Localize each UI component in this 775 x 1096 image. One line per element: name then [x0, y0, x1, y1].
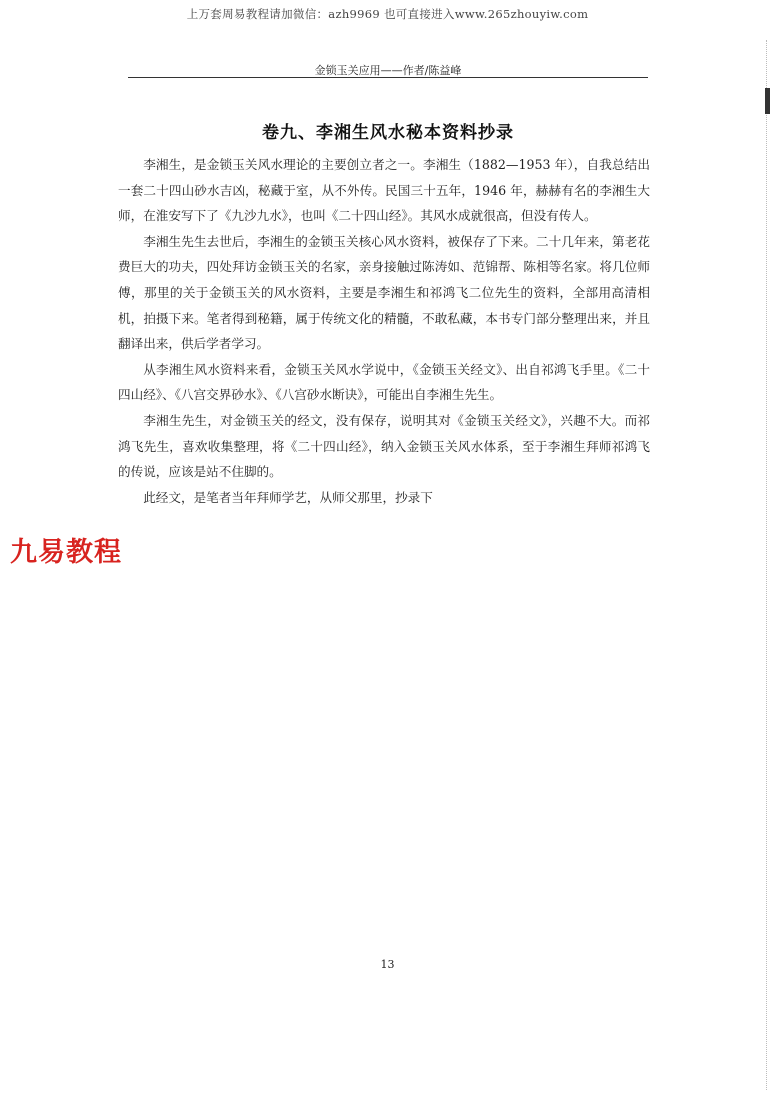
chapter-title: 卷九、李湘生风水秘本资料抄录 — [262, 123, 514, 143]
body-text — [118, 152, 650, 510]
paragraph-5: 此经文，是笔者当年拜师学艺，从师父那里，抄录下 — [143, 489, 433, 505]
top-watermark-text: 上万套周易教程请加微信：azh9969 也可直接进入www.265zhouyiw.com — [186, 7, 589, 21]
page-number: 13 — [380, 958, 395, 971]
header-rule — [128, 77, 648, 78]
running-header: 金锁玉关应用——作者/陈益峰 — [314, 64, 462, 77]
scan-edge-mark — [765, 88, 770, 114]
paragraph-1: 李湘生，是金锁玉关风水理论的主要创立者之一。李湘生（1882—1953 年），自我总结出一套二十四山砂水吉凶，秘藏于室，从不外传。民国三十五年，1946 年，赫赫有名的李湘生大师，在淮安写下了《九沙九水》，也叫《二十四山经》。其风水成就很高，但没有传人。 — [118, 157, 650, 224]
red-stamp-watermark: 九易教程 — [8, 530, 124, 569]
paragraph-4: 李湘生先生，对金锁玉关的经文，没有保存，说明其对《金锁玉关经文》，兴趣不大。而祁鸿飞先生，喜欢收集整理，将《二十四山经》，纳入金锁玉关风水体系，至于李湘生拜师祁鸿飞的传说，应该是站不住脚的。 — [118, 412, 650, 480]
scan-edge-border — [766, 40, 773, 1090]
paragraph-3: 从李湘生风水资料来看，金锁玉关风水学说中，《金锁玉关经文》、出自祁鸿飞手里。《二十四山经》、《八宫交界砂水》、《八宫砂水断诀》，可能出自李湘生先生。 — [118, 361, 650, 403]
paragraph-2: 李湘生先生去世后，李湘生的金锁玉关核心风水资料，被保存了下来。二十几年来，第老花费巨大的功夫，四处拜访金锁玉关的名家，亲身接触过陈涛如、范锦帮、陈相等名家。将几位师傅，那里的关于金锁玉关的风水资料，主要是李湘生和祁鸿飞二位先生的资料，全部用高清相机，拍摄下来。笔者得到秘籍，属于传统文化的精髓，不敢私藏，本书专门部分整理出来，并且翻译出来，供后学者学习。 — [118, 233, 650, 352]
